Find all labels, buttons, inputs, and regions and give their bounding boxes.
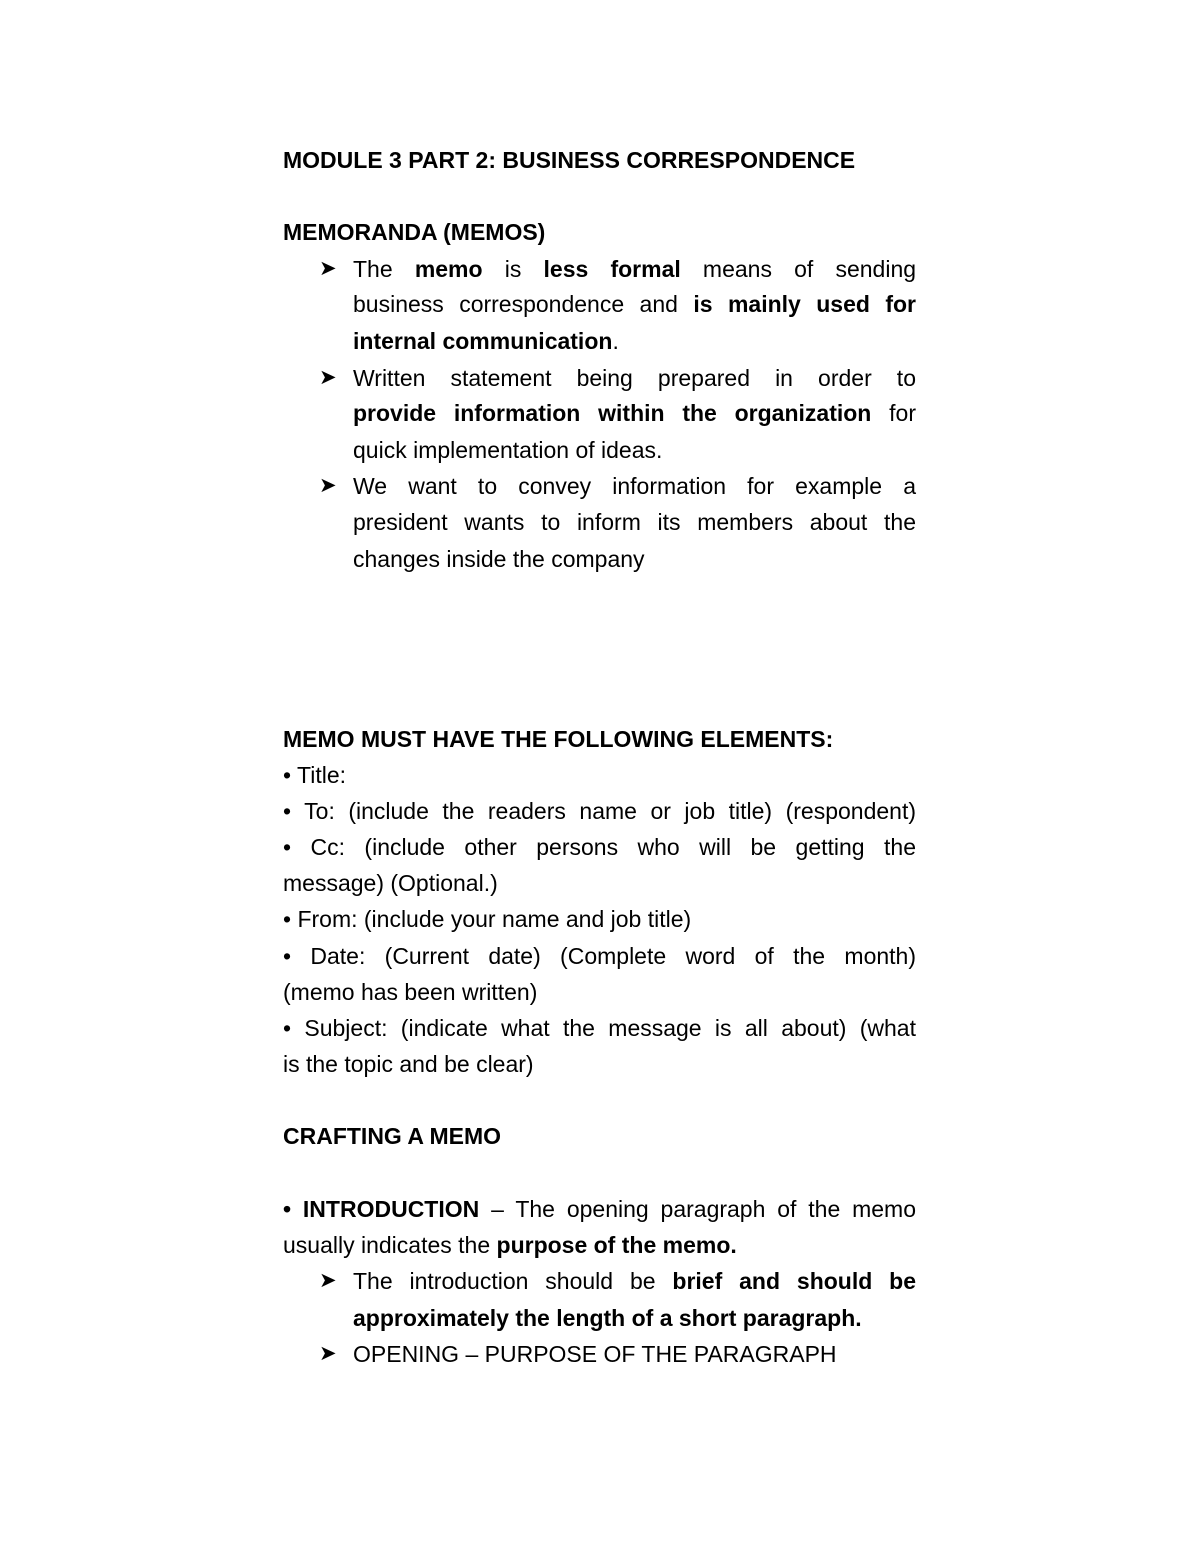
memo-bullet-2-line-3: quick implementation of ideas. [353,437,663,463]
arrow-bullet-icon: ➤ [319,1342,337,1365]
element-cc: • Cc: (include other persons who will be getting the [283,834,916,860]
introduction-line-2: usually indicates the purpose of the memo. [283,1232,737,1258]
element-date: • Date: (Current date) (Complete word of the month) [283,943,916,969]
intro-sub-bullet-1-line-2: approximately the length of a short paragraph. [353,1305,862,1331]
memo-bullet-2-line-2: provide information within the organization for [353,400,916,426]
element-subject: • Subject: (indicate what the message is all about) (what [283,1015,916,1041]
arrow-bullet-icon: ➤ [319,257,337,280]
memo-bullet-2-line-1: Written statement being prepared in order to [353,365,916,391]
crafting-heading: CRAFTING A MEMO [283,1123,502,1149]
arrow-bullet-icon: ➤ [319,474,337,497]
introduction-line-1: • INTRODUCTION – The opening paragraph of the memo [283,1196,917,1222]
element-date-cont: (memo has been written) [283,979,538,1005]
memo-bullet-1-line-3: internal communication. [353,328,619,354]
element-cc-cont: message) (Optional.) [283,870,498,896]
memo-bullet-1-line-2: business correspondence and is mainly used for [353,291,917,317]
memo-bullet-3-line-1: We want to convey information for example a [353,473,916,499]
memoranda-heading: MEMORANDA (MEMOS) [283,219,546,245]
intro-sub-bullet-2: OPENING – PURPOSE OF THE PARAGRAPH [353,1341,837,1367]
arrow-bullet-icon: ➤ [319,366,337,389]
memo-bullet-3-line-3: changes inside the company [353,546,645,572]
arrow-bullet-icon: ➤ [319,1269,337,1292]
elements-heading: MEMO MUST HAVE THE FOLLOWING ELEMENTS: [283,726,834,752]
element-subject-cont: is the topic and be clear) [283,1051,534,1077]
memo-bullet-1-line-1: The memo is less formal means of sending [353,256,917,282]
element-to: • To: (include the readers name or job title) (respondent) [283,798,916,824]
element-from: • From: (include your name and job title) [283,906,692,932]
document-title: MODULE 3 PART 2: BUSINESS CORRESPONDENCE [283,147,856,173]
memo-bullet-3-line-2: president wants to inform its members about the [353,509,916,535]
element-title: • Title: [283,762,347,788]
intro-sub-bullet-1-line-1: The introduction should be brief and should be [353,1268,917,1294]
